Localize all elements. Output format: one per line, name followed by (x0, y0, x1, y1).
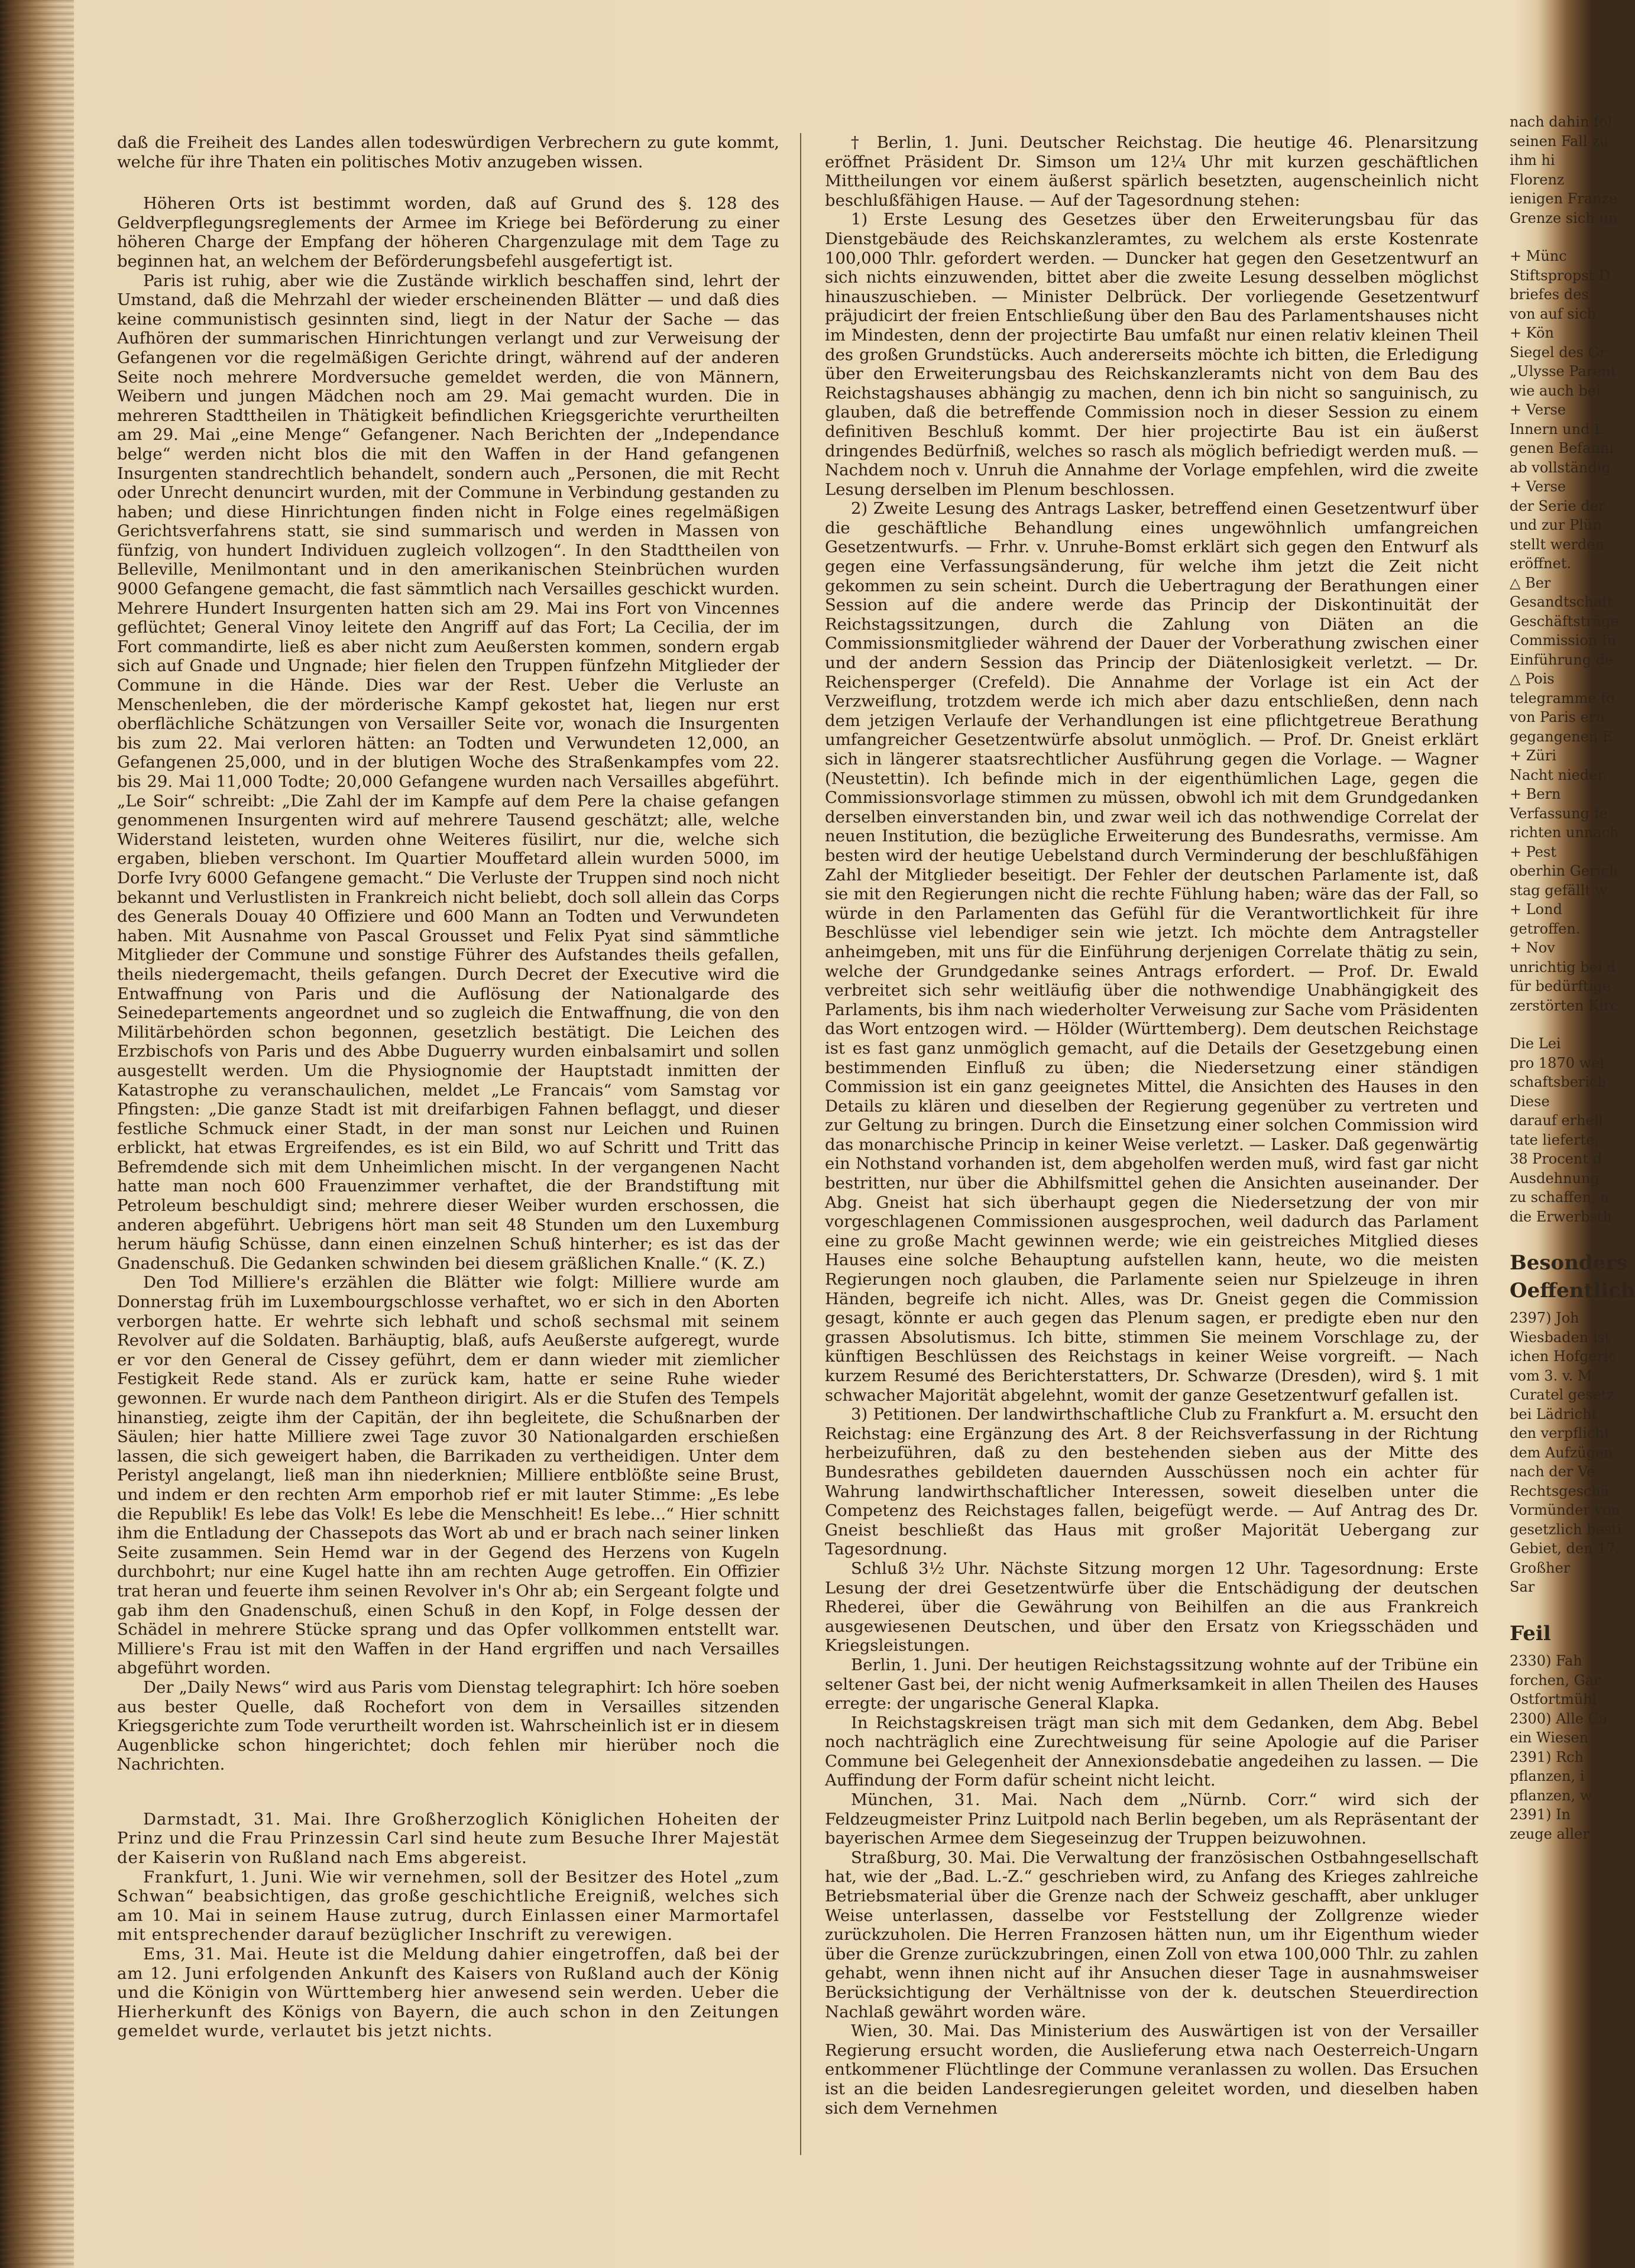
adjacent-gap (1510, 1015, 1592, 1034)
session-close: Schluß 3½ Uhr. Nächste Sitzung morgen 12 Uhr. Tagesordnung: Erste Lesung der drei Gesetzentwürfe über die Entschädigung der deutschen Rhederei, über die Gewährung von Beihilfen an die aus Frankreich ausgewiesenen Deutschen, und über den Ersatz von Kriegsschäden und Kriegsleistungen. (825, 1559, 1478, 1655)
adjacent-text-line: ienigen Franze (1510, 190, 1618, 207)
adjacent-text-line: + Kön (1510, 325, 1554, 341)
adjacent-text-line: stellt werden. (1510, 536, 1609, 553)
adjacent-text-line: Gesandtschaft (1510, 594, 1613, 610)
adjacent-text-line: Siegel des Gr (1510, 344, 1607, 361)
adjacent-text-line: eröffnet. (1510, 555, 1572, 572)
adjacent-text-line: seinen Fall zu (1510, 132, 1609, 150)
adjacent-text-line: + Nov (1510, 939, 1555, 956)
adjacent-text-line: ichen Hofgeric (1510, 1348, 1617, 1365)
news-item-muenchen: München, 31. Mai. Nach dem „Nürnb. Corr.“ wird sich der Feldzeugmeister Prinz Luitpold nach Berlin begeben, um als Repräsentant der bayerischen Armee dem Siegeseinzug der Truppen beizuwohnen. (825, 1790, 1478, 1848)
adjacent-text-line: + Verse (1510, 478, 1566, 495)
adjacent-text-line: 2391) Rch (1510, 1748, 1584, 1765)
adjacent-text-line: Gebiet, den 17. (1510, 1540, 1620, 1557)
paragraph-gap (117, 171, 779, 194)
article-paragraph: Höheren Orts ist bestimmt worden, daß auf Grund des §. 128 des Geldverpflegungsreglements der Armee im Kriege bei Beförderung zu einer höheren Charge der Empfang der höheren Chargenzulage mit dem Tage zu beginnen hat, an welchem der Beförderungsbefehl ausgefertigt ist. (117, 194, 779, 271)
article-paragraph: Paris ist ruhig, aber wie die Zustände wirklich beschaffen sind, lehrt der Umstand, daß die Mehrzahl der wieder erscheinenden Blätter — und daß dies keine communistisch gesinnten sind, liegt in der Natur der Sache — das Aufhören der summarischen Hinrichtungen verlangt und zur Verweisung der Gefangenen vor die regelmäßigen Gerichte dringt, während auf der anderen Seite noch mehrere Mordversuche gemeldet werden, die von Männern, Weibern und jungen Mädchen noch am 29. Mai gemacht wurden. Die in mehreren Stadttheilen in Thätigkeit befindlichen Kriegsgerichte verurtheilten am 29. Mai „eine Menge“ Gefangener. Nach Berichten der „Independance belge“ werden nicht blos die mit den Waffen in der Hand gefangenen Insurgenten standrechtlich behandelt, sondern auch „Personen, die mit Recht oder Unrecht denuncirt wurden, mit der Commune in Verbindung gestanden zu haben; und diese Hinrichtungen finden nicht in Folge eines regelmäßigen Gerichtsverfahrens statt, sie sind summarisch und werden in Massen von fünfzig, von hundert Individuen zugleich vollzogen“. In den Stadttheilen von Belleville, Menilmontant und in den amerikanischen Steinbrüchen wurden 9000 Gefangene gemacht, die fast sämmtlich nach Versailles geschickt wurden. Mehrere Hundert Insurgenten hatten sich am 29. Mai ins Fort von Vincennes geflüchtet; General Vinoy leitete den Angriff auf das Fort; La Cecilia, der im Fort commandirte, ließ es aber nicht zum Aeußersten kommen, sondern ergab sich auf Gnade und Ungnade; hier fielen den Truppen fünfzehn Mitglieder der Commune in die Hände. Dies war der Rest. Ueber die Verluste an Menschenleben, die der mörderische Kampf gekostet hat, liegen nur erst oberflächliche Schätzungen von Versailler Seite vor, wonach die Insurgenten bis zum 22. Mai verloren hätten: an Todten und Verwundeten 12,000, an Gefangenen 25,000, und in der blutigen Woche des Straßenkampfes vom 22. bis 29. Mai 11,000 Todte; 20,000 Gefangene wurden nach Versailles abgeführt. „Le Soir“ schreibt: „Die Zahl der im Kampfe auf dem Pere la chaise gefangen genommenen Insurgenten wird auf mehrere Tausend geschätzt; alle, welche Widerstand leisteten, wurden ohne Weiteres füsilirt, nur die, welche sich ergaben, blieben verschont. Im Quartier Mouffetard allein wurden 5000, im Dorfe Ivry 6000 Gefangene gemacht.“ Die Verluste der Truppen sind noch nicht bekannt und Verlustlisten in Frankreich nicht beliebt, doch soll allein das Corps des Generals Douay 40 Offiziere und 600 Mann an Todten und Verwundeten haben. Mit Ausnahme von Pascal Grousset und Felix Pyat sind sämmtliche Mitglieder der Commune und sonstige Führer des Aufstandes theils gefallen, theils niedergemacht, theils gefangen. Durch Decret der Executive wird die Entwaffnung von Paris und die Auflösung der Nationalgarde des Seinedepartements angeordnet und so zugleich die Entwaffnung, die von den Militärbehörden schon begonnen, gesetzlich bestätigt. Die Leichen des Erzbischofs von Paris und des Abbe Duguerry wurden einbalsamirt und sollen ausgestellt werden. Um die Physiognomie der Hauptstadt inmitten der Katastrophe zu veranschaulichen, meldet „Le Francais“ vom Samstag vor Pfingsten: „Die ganze Stadt ist mit dreifarbigen Fahnen beflaggt, und dieser festliche Schmuck einer Stadt, in der man sonst nur Leichen und Ruinen erblickt, hat etwas Ergreifendes, es ist ein Bild, wo auf Schritt und Tritt das Befremdende sich mit dem Unheimlichen mischt. In der vergangenen Nacht hatte man noch 600 Frauenzimmer verhaftet, die der Brandstiftung mit Petroleum beschuldigt sind; mehrere dieser Weiber wurden erschossen, die anderen abgeführt. Uebrigens hört man seit 48 Stunden um den Luxemburg herum häufig Schüsse, dann einen einzelnen Schuß hinterher; es ist das der Gnadenschuß. Die Gedanken schwinden bei diesem gräßlichen Knalle.“ (K. Z.) (117, 271, 779, 1273)
adjacent-text-line: pflanzen, w (1510, 1787, 1592, 1804)
adjacent-section-heading: Besonders (1510, 1251, 1628, 1275)
adjacent-text-line: gesetzlich besti (1510, 1521, 1622, 1538)
news-item-strassburg: Straßburg, 30. Mai. Die Verwaltung der französischen Ostbahngesellschaft hat, wie der „Bad. L.-Z.“ geschrieben wird, zu Anfang des Krieges zahlreiche Betriebsmaterial über die Grenze nach der Schweiz geschafft, aber unkluger Weise unterlassen, dasselbe vor Feststellung der Zollgrenze wieder zurückzuholen. Die Herren Franzosen hätten nun, um ihr Eigenthum wieder über die Grenze zurückzubringen, einen Zoll von etwa 100,000 Thlr. zu zahlen gehabt, wenn ihnen nicht auf ihr Ansuchen dieser Tage in ausnahmsweiser Berücksichtigung der Verhältnisse von der k. deutschen Steuerdirection Nachlaß gewährt worden wäre. (825, 1848, 1478, 2021)
adjacent-text-line: Grenze sich un (1510, 209, 1618, 226)
adjacent-text-line: forchen, Gar (1510, 1671, 1601, 1689)
news-item-darmstadt: Darmstadt, 31. Mai. Ihre Großherzoglich Königlichen Hoheiten der Prinz und die Frau Prinzessin Carl sind heute zum Besuche Ihrer Majestät der Kaiserin von Rußland nach Ems abgereist. (117, 1809, 779, 1868)
adjacent-text-line: pflanzen, i (1510, 1768, 1585, 1784)
agenda-item-3: 3) Petitionen. Der landwirthschaftliche Club zu Frankfurt a. M. ersucht den Reichstag: eine Ergänzung des Art. 8 der Reichsverfassung in der Richtung herbeizuführen, daß zu den bestehenden sieben aus der Mitte des Bundesrathes gebildeten dauernden Ausschüssen noch ein achter für Wahrung landwirthschaftlicher Interessen, soweit dieselben unter die Competenz des Reichstages fallen, beigefügt werde. — Auf Antrag des Dr. Gneist beschließt das Haus mit großer Majorität Uebergang zur Tagesordnung. (825, 1405, 1478, 1559)
adjacent-text-line: tate lieferte, (1510, 1131, 1600, 1148)
news-item-reichstag-circles: In Reichstagskreisen trägt man sich mit dem Gedanken, dem Abg. Bebel noch nachträglich eine Zurechtweisung für seine Apologie auf die Pariser Commune bei Gelegenheit der Annexionsdebatie angedeihen zu lassen. — Die Auffindung der Form dafür scheint nicht leicht. (825, 1713, 1478, 1790)
adjacent-text-line: richten unnach (1510, 824, 1619, 841)
adjacent-text-line: Ostfortmühl (1510, 1691, 1597, 1708)
adjacent-gap (1510, 228, 1592, 247)
article-paragraph: daß die Freiheit des Landes allen todeswürdigen Verbrechern zu gute kommt, welche für ihre Thaten ein politisches Motiv anzugeben wissen. (117, 133, 779, 171)
adjacent-text-line: 38 Procent d (1510, 1151, 1602, 1167)
adjacent-text-line: Nacht nieder. (1510, 766, 1607, 783)
adjacent-text-line: darauf erhell (1510, 1112, 1604, 1129)
article-paragraph: Der „Daily News“ wird aus Paris vom Dienstag telegraphirt: Ich höre soeben aus bester Quelle, daß Rochefort von dem in Versailles sitzenden Kriegsgerichte zum Tode verurtheilt worden ist. Wahrscheinlich ist er in diesem Augenblicke schon hingerichtet; doch fehlen mir hierüber noch die Nachrichten. (117, 1677, 779, 1774)
adjacent-gap (1510, 1597, 1592, 1616)
adjacent-text-line: und zur Plün (1510, 517, 1602, 533)
adjacent-gap (1510, 1226, 1592, 1245)
adjacent-text-line: zu schaffen, u (1510, 1189, 1610, 1206)
adjacent-text-line: △ Pois (1510, 670, 1555, 687)
adjacent-text-line: pro 1870 wel (1510, 1054, 1605, 1071)
adjacent-text-line: + Lond (1510, 901, 1562, 918)
adjacent-text-line: Curatel gesetz (1510, 1386, 1615, 1403)
adjacent-text-line: Die Lei (1510, 1035, 1561, 1052)
adjacent-text-line: nach dahin fol (1510, 114, 1613, 130)
adjacent-text-line: briefes des (1510, 286, 1589, 303)
adjacent-text-line: Innern und L (1510, 420, 1604, 438)
adjacent-text-line: 2300) Alle Ca (1510, 1710, 1608, 1727)
adjacent-text-line: Sar (1510, 1579, 1535, 1595)
adjacent-text-line: die Erwerbsth (1510, 1208, 1612, 1225)
adjacent-text-line: bei Lädricht (1510, 1405, 1598, 1423)
adjacent-text-line: Commission fü (1510, 632, 1617, 649)
adjacent-text-line: dem Aufzügen (1510, 1444, 1613, 1461)
adjacent-text-line: Vormünder von (1510, 1502, 1620, 1518)
adjacent-text-line: Diese (1510, 1093, 1550, 1110)
agenda-item-2: 2) Zweite Lesung des Antrags Lasker, betreffend einen Gesetzentwurf über die geschäftliche Behandlung eines ungewöhnlich umfangreichen Gesetzentwurfs. — Frhr. v. Unruhe-Bomst erklärt sich gegen den Entwurf als gegen eine Verfassungsänderung, für welche ihm jetzt die Zeit nicht gekommen zu sein scheint. Durch die Uebertragung der Berathungen einer Session auf die andere werde das Princip der Diskontinuität der Reichstagssitzungen, durch die Zahlung von Diäten an die Commissionsmitglieder während der Dauer der Vorberathung zwischen einer und der andern Session das Princip der Diätenlosigkeit verletzt. — Dr. Reichensperger (Crefeld). Die Annahme der Vorlage ist ein Act der Verzweiflung, trotzdem werde ich mich aber dazu entschließen, denn nach dem jetzigen Verlaufe der Verhandlungen ist eine pflichtgetreue Berathung umfangreicher Gesetzentwürfe absolut unmöglich. — Prof. Dr. Gneist erklärt sich in längerer staatsrechtlicher Ausführung gegen die Vorlage. — Wagner (Neustettin). Ich befinde mich in der eigenthümlichen Lage, gegen die Commissionsvorlage stimmen zu müssen, obwohl ich mit dem Grundgedanken derselben einverstanden bin, und zwar weil ich das nothwendige Correlat der neuen Institution, die bezügliche Erweiterung des Bundesraths, vermisse. Am besten wird der heutige Uebelstand durch Verminderung der beschlußfähigen Zahl der Mitglieder beseitigt. Der Fehler der deutschen Parlamente ist, daß sie mit den Regierungen nicht die rechte Fühlung haben; wäre das der Fall, so würde in den Parlamenten das Gefühl für die Verantwortlichkeit für ihre Beschlüsse viel lebendiger sein wie jetzt. Ich möchte dem Antragsteller anheimgeben, mit uns für die Einführung derjenigen Correlate thätig zu sein, welche der Grundgedanke seines Antrags erfordert. — Prof. Dr. Ewald verbreitet sich sehr weitläufig über die nothwendige Unabhängigkeit des Parlaments, bis ihm nach wiederholter Verweisung zur Sache vom Präsidenten das Wort entzogen wird. — Hölder (Württemberg). Dem deutschen Reichstage ist es fast ganz unmöglich gemacht, auf die Details der Gesetzgebung einen bestimmenden Einfluß zu üben; die Niedersetzung einer ständigen Commission ist ein ganz geeignetes Mittel, die Ansichten des Hauses in den Details zu klären und dieselben der Regierung gegenüber zu vertreten und zur Geltung zu bringen. Durch die Einsetzung einer solchen Commission wird das monarchische Princip in keiner Weise verletzt. — Lasker. Daß gegenwärtig ein Nothstand vorhanden ist, dem abgeholfen werden muß, wird fast gar nicht bestritten, nur über die Abhilfsmittel gehen die Ansichten auseinander. Der Abg. Gneist hat sich überhaupt gegen die Niedersetzung der von mir vorgeschlagenen Commissionen ausgesprochen, weil dadurch das Parlament eine zu große Macht gewinnen werde; wie ein geistreiches Mitglied dieses Hauses eine solche Behauptung aufstellen kann, heute, wo die meisten Regierungen noch glauben, die Parlamente seien nur Spielzeuge in ihren Händen, begreife ich nicht. Alles, was Dr. Gneist gegen die Commission gesagt, könnte er auch gegen das Plenum sagen, er predigte eben nur den grassen Absolutismus. Ich bitte, stimmen Sie meinem Vorschlage zu, der künftigen Beschlüssen des Reichstags in keiner Weise vorgreift. — Nach kurzem Resumé des Berichterstatters, Dr. Schwarze (Dresden), wird §. 1 mit schwacher Majorität abgelehnt, womit der ganze Gesetzentwurf gefallen ist. (825, 499, 1478, 1405)
adjacent-text-line: telegramme fo (1510, 689, 1615, 707)
adjacent-text-line: + Münc (1510, 248, 1567, 264)
adjacent-section-subheading: Oeffentlich (1510, 1278, 1635, 1303)
adjacent-text-line: + Bern (1510, 786, 1561, 802)
section-gap (117, 1774, 779, 1810)
adjacent-text-line: oberhin Gerich (1510, 863, 1618, 879)
news-item-frankfurt: Frankfurt, 1. Juni. Wie wir vernehmen, soll der Besitzer des Hotel „zum Schwan“ beabsichtigen, das große geschichtliche Ereigniß, welches sich am 10. Mai in seinem Hause zutrug, durch Einlassen einer Marmortafel mit entsprechender darauf bezüglicher Inschrift zu verewigen. (117, 1867, 779, 1945)
newspaper-page (89, 115, 1487, 2220)
adjacent-text-line: wie auch bei (1510, 382, 1601, 399)
adjacent-text-line: Ausdehnung (1510, 1169, 1600, 1187)
adjacent-text-line: ihm hi (1510, 152, 1555, 169)
adjacent-text-line: zerstörten Kirc (1510, 997, 1618, 1014)
adjacent-text-line: + Züri (1510, 747, 1557, 764)
adjacent-text-line: zeuge aller (1510, 1825, 1589, 1842)
adjacent-text-line: ein Wiesen (1510, 1729, 1589, 1746)
adjacent-text-line: getroffen. (1510, 920, 1581, 937)
adjacent-text-line: 2397) Joh (1510, 1310, 1579, 1326)
adjacent-text-line: 2391) In (1510, 1806, 1571, 1823)
adjacent-text-line: Einführung de (1510, 651, 1614, 668)
adjacent-text-line: Stiftspropst D (1510, 267, 1611, 284)
adjacent-text-line: von auf sich (1510, 305, 1597, 322)
news-item-wien: Wien, 30. Mai. Das Ministerium des Auswärtigen ist von der Versailler Regierung ersucht worden, die Auslieferung etwa nach Oesterreich-Ungarn entkommener Flüchtlinge der Commune veranlassen zu wollen. Das Ersuchen ist an die beiden Landesregierungen geleitet worden, und dieselben haben sich dem Vernehmen (825, 2021, 1478, 2118)
adjacent-text-line: nach der Ve (1510, 1463, 1595, 1480)
adjacent-text-line: Rechtsgeschä (1510, 1482, 1610, 1499)
adjacent-text-line: für bedürftige (1510, 978, 1611, 994)
adjacent-text-line: ab vollständig (1510, 459, 1611, 476)
news-item-berlin: Berlin, 1. Juni. Der heutigen Reichstagssitzung wohnte auf der Tribüne ein seltener Gast bei, der nicht wenig Aufmerksamkeit in allen Theilen des Hauses erregte: der ungarische General Klapka. (825, 1655, 1478, 1713)
adjacent-text-line: vom 3. v. M (1510, 1367, 1592, 1384)
news-item-ems: Ems, 31. Mai. Heute ist die Meldung dahier eingetroffen, daß bei der am 12. Juni erfolgenden Ankunft des Kaisers von Rußland auch der König und die Königin von Württemberg hier anwesend sein werden. Ueber die Hierherkunft des Königs von Bayern, die auch schon in den Zeitungen gemeldet wurde, verlautet bis jetzt nichts. (117, 1945, 779, 2041)
adjacent-section-heading: Feil (1510, 1621, 1551, 1645)
book-binding-edge (0, 0, 74, 2268)
right-column (825, 133, 1478, 2118)
news-item-berlin-reichstag: † Berlin, 1. Juni. Deutscher Reichstag. Die heutige 46. Plenarsitzung eröffnet Präsident Dr. Simson um 12¼ Uhr mit kurzen geschäftlichen Mittheilungen vor einem äußerst spärlich besetzten, augenscheinlich nicht beschlußfähigen Hause. — Auf der Tagesordnung stehen: (825, 133, 1478, 210)
adjacent-text-line: + Verse (1510, 401, 1566, 418)
adjacent-text-line: + Pest (1510, 843, 1556, 860)
adjacent-text-line: genen Befanni (1510, 440, 1614, 456)
adjacent-text-line: Florenz (1510, 171, 1565, 188)
adjacent-text-line: der Serie der (1510, 497, 1605, 514)
adjacent-text-line: Verfassung fe (1510, 805, 1608, 822)
adjacent-text-line: „Ulysse Parent (1510, 363, 1617, 380)
adjacent-text-line: △ Ber (1510, 574, 1551, 591)
column-divider (800, 133, 801, 2155)
adjacent-text-line: den verpflicht (1510, 1425, 1610, 1441)
adjacent-text-line: Wiesbaden ist (1510, 1329, 1611, 1346)
adjacent-text-line: schaftsberich (1510, 1074, 1607, 1090)
adjacent-text-line: Geschäftsträge (1510, 613, 1619, 630)
agenda-item-1: 1) Erste Lesung des Gesetzes über den Erweiterungsbau für das Dienstgebäude des Reichskanzleramtes, zu welchem als erste Kostenrate 100,000 Thlr. gefordert werden. — Duncker hat gegen den Gesetzentwurf an sich nichts einzuwenden, bittet aber die zweite Lesung desselben möglichst hinauszuschieben. — Minister Delbrück. Der vorliegende Gesetzentwurf präjudicirt der freien Entschließung über den Bau des Parlamentshauses nicht im Mindesten, denn der projectirte Bau umfaßt nur einen relativ kleinen Theil des großen Grundstücks. Auch andererseits möchte ich bitten, die Erledigung über den Erweiterungsbau des Reichskanzleramts nicht von dem Bau des Reichstagshauses abhängig zu machen, denn ich bin nicht so sanguinisch, zu glauben, daß die betreffende Commission noch in dieser Session zu einem definitiven Beschluß kommt. Der hier projectirte Bau ist ein äußerst dringendes Bedürfniß, welches so rasch als möglich befriedigt werden muß. — Nachdem noch v. Unruh die Annahme der Vorlage empfehlen, wird die zweite Lesung derselben im Plenum beschlossen. (825, 210, 1478, 499)
adjacent-text-line: stag gefällt w (1510, 882, 1608, 899)
adjacent-text-line: von Paris ern (1510, 709, 1605, 725)
left-column (117, 133, 779, 2041)
adjacent-text-line: Großher (1510, 1559, 1571, 1576)
adjacent-text-line: gegangenen E (1510, 728, 1613, 745)
adjacent-text-line: 2330) Fah (1510, 1653, 1582, 1669)
adjacent-text-line: unrichtig bei d (1510, 958, 1616, 976)
adjacent-page-strip (1510, 112, 1635, 2229)
article-paragraph: Den Tod Milliere's erzählen die Blätter wie folgt: Milliere wurde am Donnerstag früh im Luxembourgschlosse verhaftet, wo er sich in den Aborten verborgen hatte. Er wehrte sich lebhaft und schoß sechsmal mit seinem Revolver auf die Soldaten. Barhäuptig, blaß, aufs Aeußerste aufgeregt, wurde er vor den General de Cissey geführt, dem er dann wieder mit ziemlicher Festigkeit Rede stand. Als er zurück kam, hatte er seine Ruhe wieder gewonnen. Er wurde nach dem Pantheon dirigirt. Als er die Stufen des Tempels hinanstieg, zeigte ihm der Capitän, der ihn begleitete, die Schußnarben der Säulen; hier hatte Milliere zwei Tage zuvor 30 Nationalgarden erschießen lassen, die sich geweigert haben, die Barrikaden zu vertheidigen. Unter dem Peristyl angelangt, ließ man ihn niederknien; Milliere entblößte seine Brust, und indem er den rechten Arm emporhob rief er mit lauter Stimme: „Es lebe die Republik! Es lebe das Volk! Es lebe die Menschheit! Es lebe...“ Hier schnitt ihm die Entladung der Chassepots das Wort ab und er brach nach seiner linken Seite zusammen. Sein Hemd war in der Gegend des Herzens von Kugeln durchbohrt; nur eine Kugel hatte ihn am rechten Auge getroffen. Ein Offizier trat heran und feuerte ihm seinen Revolver in's Ohr ab; ein Sergeant folgte und gab ihm den Gnadenschuß, einen Schuß in den Kopf, in Folge dessen der Schädel in mehrere Stücke sprang und das Opfer vollkommen entstellt war. Milliere's Frau ist mit den Waffen in der Hand ergriffen und nach Versailles abgeführt worden. (117, 1273, 779, 1678)
